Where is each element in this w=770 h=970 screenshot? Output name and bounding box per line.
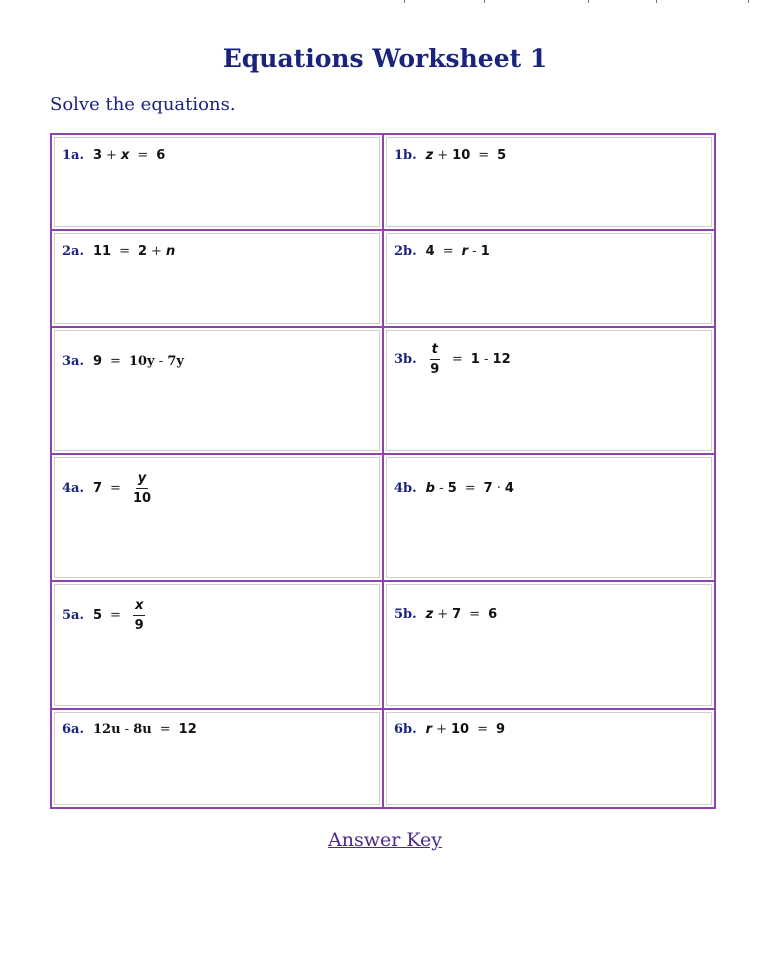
operator: - <box>158 353 164 369</box>
edge-mark <box>404 0 405 3</box>
term: 6 <box>488 607 498 623</box>
problem-number: 2a. <box>62 244 84 260</box>
problem-cell-4b <box>383 454 715 581</box>
problem-number: 3a. <box>62 353 84 369</box>
term: 12 <box>492 351 511 367</box>
problem-6b <box>394 722 505 737</box>
term: 7y <box>167 353 184 369</box>
problem-2a <box>62 244 175 259</box>
edge-mark <box>656 0 657 3</box>
variable: z <box>425 607 434 623</box>
problem-cell-2a <box>51 230 383 326</box>
answer-key-container <box>0 829 770 851</box>
variable: r <box>425 721 433 737</box>
term: 2 <box>138 244 148 260</box>
problem-cell-3b <box>383 327 715 454</box>
term: 7 <box>452 607 462 623</box>
problem-grid <box>50 133 716 809</box>
denominator: 9 <box>134 618 144 634</box>
equals-sign: = <box>469 607 481 623</box>
term: 6 <box>156 148 166 163</box>
problem-1b <box>394 148 506 163</box>
operator: · <box>496 480 501 496</box>
equals-sign: = <box>478 148 490 163</box>
equals-sign: = <box>110 480 121 496</box>
operator: - <box>124 721 130 737</box>
problem-4a <box>62 471 155 506</box>
page-title: Equations Worksheet 1 <box>222 44 548 73</box>
problem-cell-5a <box>51 581 383 708</box>
operator: + <box>437 607 449 623</box>
problem-number: 2b. <box>394 244 417 260</box>
operator: + <box>437 148 449 163</box>
term: 4 <box>425 244 435 260</box>
edge-mark <box>484 0 485 3</box>
variable: z <box>425 148 434 163</box>
term: 10 <box>451 721 470 737</box>
equals-sign: = <box>110 608 121 624</box>
numerator: x <box>133 598 145 616</box>
operator: + <box>151 244 162 260</box>
problem-cell-6a <box>51 709 383 808</box>
problem-cell-5b <box>383 581 715 708</box>
variable: x <box>120 148 130 163</box>
equals-sign: = <box>451 351 463 367</box>
equals-sign: = <box>110 353 121 369</box>
problem-number: 5b. <box>394 607 417 623</box>
problem-number: 6b. <box>394 721 417 737</box>
operator: + <box>106 148 117 163</box>
term: 1 <box>470 351 480 367</box>
problem-number: 6a. <box>62 721 84 737</box>
equals-sign: = <box>464 480 476 496</box>
term: 9 <box>93 353 103 369</box>
problem-4b <box>394 481 514 496</box>
operator: - <box>472 244 477 260</box>
term: 1 <box>480 244 490 260</box>
edge-mark <box>748 0 749 3</box>
fraction <box>133 598 145 633</box>
term: 11 <box>93 244 112 260</box>
problem-cell-6b <box>383 709 715 808</box>
term: 7 <box>93 480 103 496</box>
problem-number: 1b. <box>394 148 417 163</box>
problem-3a <box>62 354 184 369</box>
problem-number: 4b. <box>394 480 417 496</box>
equals-sign: = <box>477 721 488 737</box>
term: 12u <box>93 721 121 737</box>
term: 4 <box>504 480 514 496</box>
term: 10y <box>128 353 155 369</box>
operator: - <box>483 351 489 367</box>
term: 8u <box>133 721 152 737</box>
problem-number: 5a. <box>62 608 84 624</box>
equals-sign: = <box>442 244 454 260</box>
term: 7 <box>483 480 493 496</box>
term: 5 <box>447 480 457 496</box>
term: 3 <box>93 148 103 163</box>
problem-cell-1b <box>383 134 715 230</box>
problem-cell-1a <box>51 134 383 230</box>
problem-number: 3b. <box>394 351 417 367</box>
edge-mark <box>588 0 589 3</box>
answer-key-link[interactable]: Answer Key <box>328 829 442 851</box>
variable: n <box>165 244 176 260</box>
problem-5b <box>394 607 497 622</box>
term: 5 <box>93 608 103 624</box>
denominator: 10 <box>132 490 152 506</box>
problem-number: 4a. <box>62 480 84 496</box>
problem-cell-2b <box>383 230 715 326</box>
operator: + <box>436 721 447 737</box>
equals-sign: = <box>119 244 130 260</box>
equals-sign: = <box>137 148 149 163</box>
variable: r <box>461 244 469 260</box>
problem-2b <box>394 244 490 259</box>
problem-1a <box>62 148 165 163</box>
term: 10 <box>452 148 471 163</box>
denominator: 9 <box>430 361 440 377</box>
top-scroll-edge <box>0 0 770 4</box>
term: 12 <box>178 721 197 737</box>
operator: - <box>438 480 444 496</box>
problem-5a <box>62 598 149 633</box>
problem-number: 1a. <box>62 148 84 163</box>
variable: b <box>425 480 435 496</box>
instructions: Solve the equations. <box>50 94 236 115</box>
fraction <box>133 471 151 506</box>
term: 5 <box>497 148 507 163</box>
term: 9 <box>496 721 506 737</box>
numerator: y <box>136 471 148 489</box>
fraction <box>430 342 440 377</box>
problem-cell-3a <box>51 327 383 454</box>
numerator: t <box>430 342 440 360</box>
problem-3b <box>394 342 511 377</box>
equals-sign: = <box>159 721 171 737</box>
problem-cell-4a <box>51 454 383 581</box>
problem-6a <box>62 722 197 737</box>
